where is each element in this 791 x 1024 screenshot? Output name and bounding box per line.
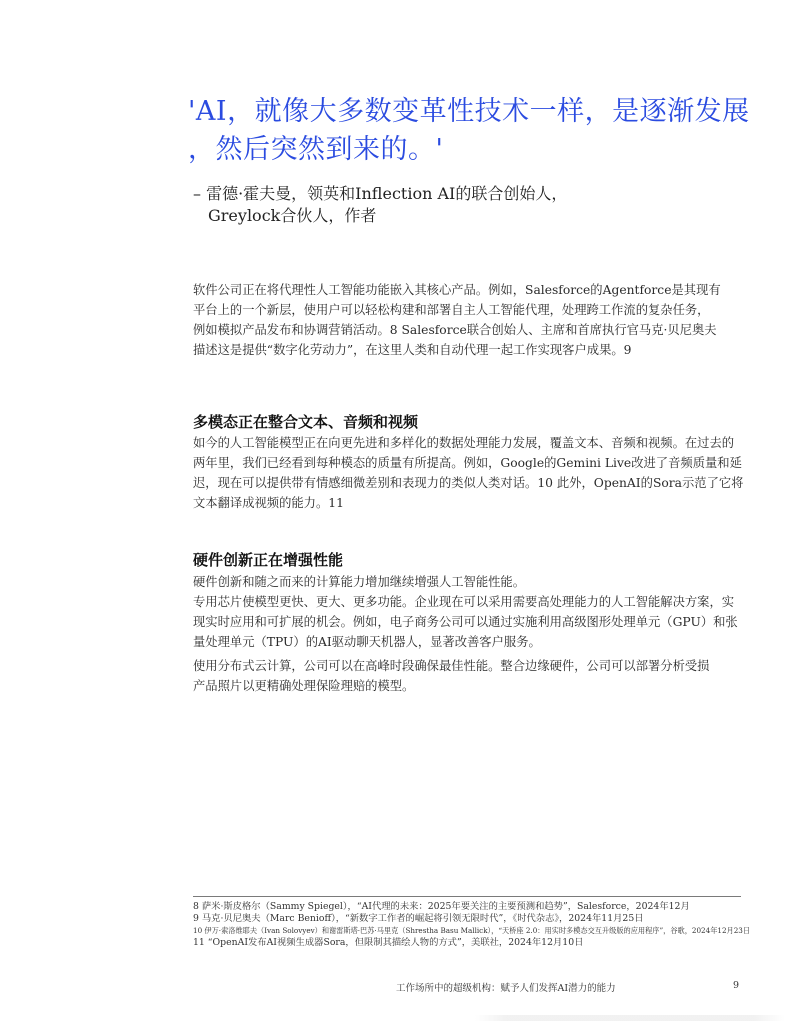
- paragraph-line: 软件公司正在将代理性人工智能功能嵌入其核心产品。例如，Salesforce的Agentforce是其现有: [193, 283, 721, 297]
- paragraph-line: 迟，现在可以提供带有情感细微差别和表现力的类似人类对话。10 此外，OpenAI的Sora示范了它将: [193, 476, 744, 490]
- faint-watermark: [475, 1015, 785, 1021]
- quote-attribution: [193, 183, 713, 227]
- section-hardware-paragraph-2: [193, 656, 743, 696]
- paragraph-line: 描述这是提供“数字化劳动力”，在这里人类和自动代理一起工作实现客户成果。9: [193, 343, 632, 357]
- paragraph-line: 使用分布式云计算，公司可以在高峰时段确保最佳性能。整合边缘硬件，公司可以部署分析受损: [193, 659, 710, 673]
- footnote-10: 10 伊万·索洛维耶夫（Ivan Solovyev）和谢雷斯塔·巴苏·马里克（Shrestha Basu Mallick），“天桥座 2.0：用实时多模态交互升级版的应用程序”，谷歌，2024年12月23日: [193, 926, 751, 935]
- intro-paragraph: [193, 280, 743, 360]
- paragraph-line: 文本翻译成视频的能力。11: [193, 496, 344, 510]
- pull-quote-line-1: 'AI，就像大多数变革性技术一样，是逐渐发展: [188, 96, 750, 127]
- paragraph-line: 平台上的一个新层，使用户可以轻松构建和部署自主人工智能代理，处理跨工作流的复杂任务，: [193, 303, 710, 317]
- section-hardware-paragraph-1: [193, 572, 743, 652]
- paragraph-line: 例如模拟产品发布和协调营销活动。8 Salesforce联合创始人、主席和首席执行官马克·贝尼奥夫: [193, 323, 717, 337]
- footnote-divider: [193, 896, 741, 897]
- paragraph-line: 专用芯片使模型更快、更大、更多功能。企业现在可以采用需要高处理能力的人工智能解决方案，实: [193, 595, 735, 609]
- footnote-11: 11 “OpenAI发布AI视频生成器Sora，但限制其描绘人物的方式”，美联社，2024年12月10日: [193, 937, 584, 948]
- footnote-9: 9 马克·贝尼奥夫（Marc Benioff），“新数字工作者的崛起将引领无限时代”，《时代杂志》，2024年11月25日: [193, 913, 644, 924]
- paragraph-line: 两年里，我们已经看到每种模态的质量有所提高。例如，Google的Gemini Live改进了音频质量和延: [193, 456, 742, 470]
- section-heading-multimodal: 多模态正在整合文本、音频和视频: [193, 413, 419, 431]
- footer-document-title: 工作场所中的超级机构：赋予人们发挥AI潜力的能力: [396, 983, 616, 994]
- pull-quote-line-2: ，然后突然到来的。': [188, 134, 444, 165]
- paragraph-line: 现实时应用和可扩展的机会。例如，电子商务公司可以通过实施利用高级图形处理单元（GPU）和张: [193, 615, 738, 629]
- attribution-line-2: Greylock合伙人，作者: [208, 206, 377, 225]
- footnote-8: 8 萨米·斯皮格尔（Sammy Spiegel），“AI代理的未来：2025年要关注的主要预测和趋势”，Salesforce，2024年12月: [193, 901, 690, 912]
- pull-quote: [188, 93, 748, 169]
- paragraph-line: 量处理单元（TPU）的AI驱动聊天机器人，显著改善客户服务。: [193, 635, 541, 649]
- paragraph-line: 硬件创新和随之而来的计算能力增加继续增强人工智能性能。: [193, 575, 526, 589]
- section-heading-hardware: 硬件创新正在增强性能: [193, 551, 344, 569]
- paragraph-line: 产品照片以更精确处理保险理赔的模型。: [193, 679, 415, 693]
- paragraph-line: 如今的人工智能模型正在向更先进和多样化的数据处理能力发展，覆盖文本、音频和视频。在过去的: [193, 436, 735, 450]
- page-number: 9: [733, 980, 740, 991]
- section-multimodal-paragraph: [193, 433, 743, 513]
- attribution-line-1: – 雷德·霍夫曼，领英和Inflection AI的联合创始人，: [193, 184, 568, 203]
- footnotes: [193, 901, 791, 949]
